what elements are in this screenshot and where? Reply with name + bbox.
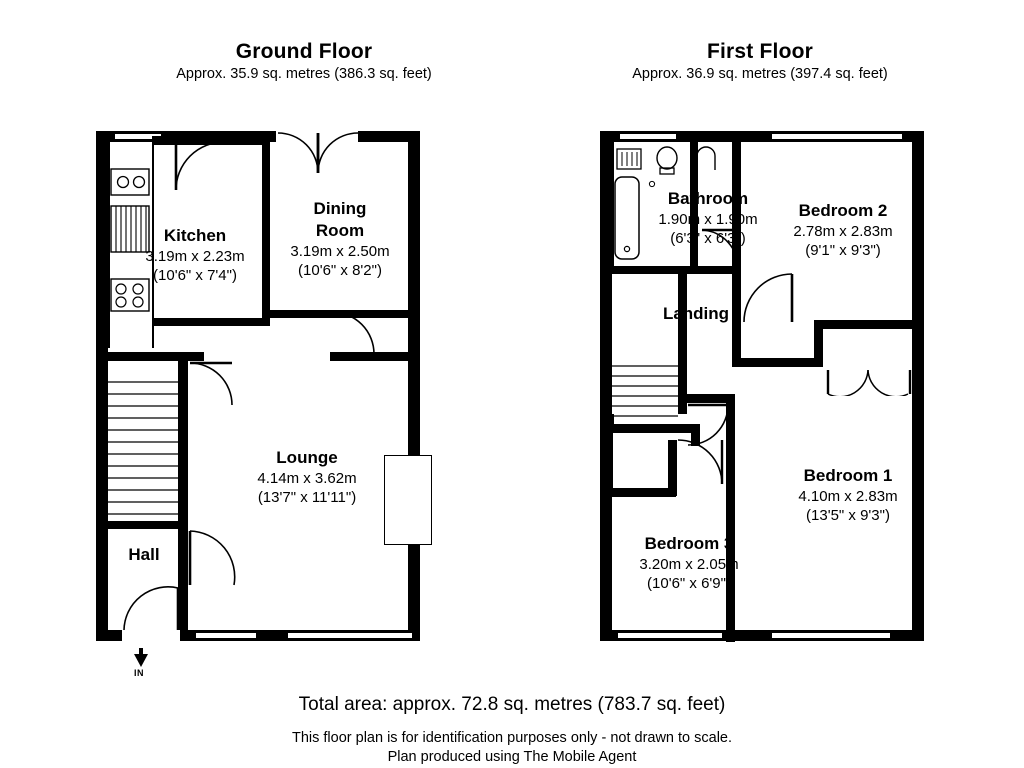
room-label-landing — [586, 303, 806, 325]
gf-hall-lounge-door-arc — [188, 361, 234, 407]
ff-bed3-door-arc — [676, 438, 724, 488]
kitchen-name: Kitchen — [163, 226, 227, 245]
ground-floor-subtitle: Approx. 35.9 sq. metres (386.3 sq. feet) — [176, 66, 432, 82]
ff-bed3-wall-top — [604, 424, 700, 433]
bedroom2-name: Bedroom 2 — [798, 201, 888, 220]
bedroom2-imperial: (9'1" x 9'3") — [805, 241, 881, 259]
toilet-icon — [655, 146, 679, 176]
landing-name: Landing — [662, 304, 730, 323]
ff-bed2-wall-bottom — [732, 358, 822, 367]
lounge-imperial: (13'7" x 11'11") — [257, 488, 357, 506]
room-label-bedroom2 — [728, 200, 958, 260]
ff-window-bottom-left — [618, 630, 722, 641]
ff-window-bottom-right — [772, 630, 890, 641]
hall-name: Hall — [128, 545, 160, 564]
entry-label: IN — [134, 668, 144, 678]
bedroom3-name: Bedroom 3 — [644, 534, 734, 553]
lounge-metric: 4.14m x 3.62m — [257, 469, 357, 487]
first-floor-subtitle: Approx. 36.9 sq. metres (397.4 sq. feet) — [632, 66, 888, 82]
room-label-bedroom3 — [578, 533, 800, 593]
room-label-bedroom1 — [728, 465, 968, 525]
gf-window-bottom-2 — [288, 630, 412, 641]
ff-bathroom-wall-bottom — [612, 266, 698, 274]
ff-window-top-right — [772, 131, 902, 142]
ff-bed3-wall-left — [604, 424, 613, 496]
ff-landing-wall-bottom — [687, 394, 735, 403]
lounge-name: Lounge — [276, 448, 338, 467]
gf-dining-door-arc — [330, 310, 376, 356]
kitchen-imperial: (10'6" x 7'4") — [153, 266, 237, 284]
ff-wardrobe-left-arc — [826, 366, 870, 396]
gf-patio-door-right-arc — [314, 131, 360, 179]
ff-wardrobe-right-arc — [866, 366, 914, 396]
gf-window-bottom-1 — [196, 630, 256, 641]
kitchen-sink-icon — [110, 168, 150, 196]
bedroom1-imperial: (13'5" x 9'3") — [806, 506, 890, 524]
first-floor-title: First Floor — [706, 40, 814, 63]
room-label-dining — [240, 198, 440, 280]
dining-name-line1: Dining — [313, 199, 367, 218]
gf-pier-bottom — [262, 630, 286, 641]
dining-name-line2: Room — [315, 220, 365, 240]
total-area-text: Total area: approx. 72.8 sq. metres (783.7 sq. feet) — [298, 694, 726, 715]
bedroom1-metric: 4.10m x 2.83m — [798, 487, 898, 505]
bathroom-imperial: (6'3" x 6'3") — [670, 229, 746, 247]
gf-kitchen-door-arc — [174, 140, 226, 192]
gf-mid-wall-left — [96, 352, 192, 361]
bathroom-name: Bathroom — [667, 189, 749, 208]
producer-text: Plan produced using The Mobile Agent — [387, 749, 637, 765]
washbasin-icon — [616, 148, 642, 172]
ff-staircase — [610, 360, 680, 422]
bedroom1-name: Bedroom 1 — [803, 466, 893, 485]
bedroom3-imperial: (10'6" x 6'9") — [647, 574, 731, 592]
ff-bed2-wall-bottom2 — [814, 320, 920, 329]
gf-kitchen-wall-bottom — [152, 318, 270, 326]
gf-hall-door-arc — [188, 529, 236, 587]
kitchen-metric: 3.19m x 2.23m — [145, 247, 245, 265]
room-label-hall — [104, 544, 184, 566]
gf-mid-wall-nib — [192, 352, 204, 361]
ff-window-top-left — [620, 131, 676, 142]
bedroom3-metric: 3.20m x 2.05m — [639, 555, 739, 573]
disclaimer-text: This floor plan is for identification purposes only - not drawn to scale. — [291, 730, 733, 746]
dining-imperial: (10'6" x 8'2") — [298, 261, 382, 279]
gf-front-door-arc — [122, 586, 180, 632]
gf-staircase — [108, 372, 180, 522]
bedroom2-metric: 2.78m x 2.83m — [793, 222, 893, 240]
room-label-lounge — [202, 447, 412, 507]
gf-hall-wall-top — [108, 521, 180, 529]
bathroom-metric: 1.90m x 1.90m — [658, 210, 758, 228]
shower-icon — [694, 146, 718, 172]
dining-metric: 3.19m x 2.50m — [290, 242, 390, 260]
gf-kitchen-wall-right-stub — [262, 136, 270, 196]
ground-floor-title: Ground Floor — [235, 40, 373, 63]
ff-bed3-wall-bottom — [604, 488, 676, 497]
